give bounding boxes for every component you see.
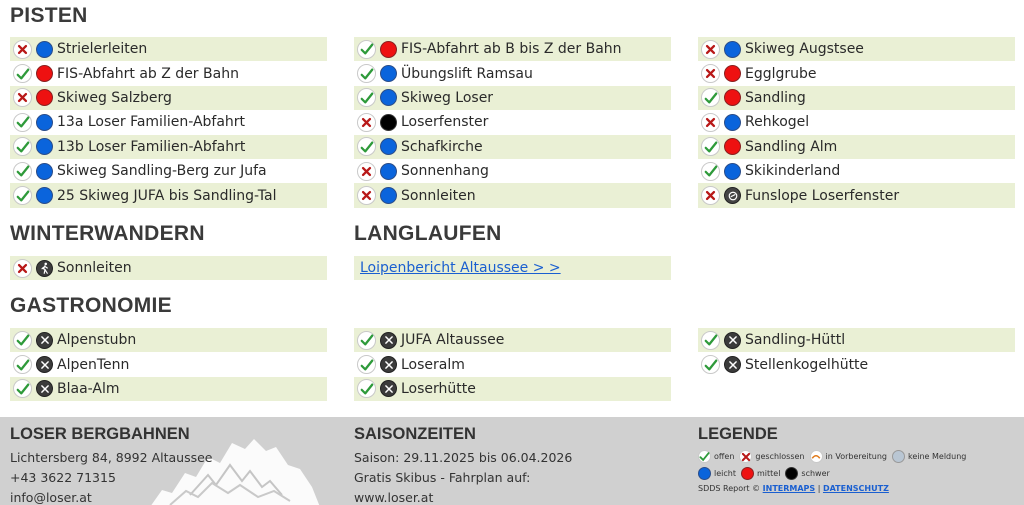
legend-open xyxy=(698,450,734,463)
piste-name: Loserfenster xyxy=(401,114,489,131)
legend-hard-label: schwer xyxy=(801,469,830,478)
legend-status-line xyxy=(698,448,971,465)
piste-row xyxy=(354,183,671,207)
datenschutz-link[interactable]: DATENSCHUTZ xyxy=(822,484,889,493)
piste-name: Egglgrube xyxy=(745,65,817,82)
hut-row xyxy=(698,352,1015,376)
easy-blue-dot-icon xyxy=(380,138,397,155)
loipenbericht-row xyxy=(354,256,671,280)
easy-blue-dot-icon xyxy=(380,187,397,204)
pisten-column-1 xyxy=(10,37,327,208)
open-check-icon xyxy=(357,137,376,156)
legend-closed xyxy=(739,450,804,463)
piste-name: Sonnleiten xyxy=(57,260,132,277)
hut-row xyxy=(698,328,1015,352)
piste-row xyxy=(354,86,671,110)
closed-x-icon xyxy=(357,186,376,205)
legend-easy-label: leicht xyxy=(714,469,736,478)
piste-row xyxy=(698,159,1015,183)
open-check-icon xyxy=(357,331,376,350)
open-check-icon xyxy=(357,379,376,398)
medium-dot-icon xyxy=(741,467,754,480)
open-check-icon xyxy=(13,379,32,398)
legend-open-label: offen xyxy=(714,452,735,461)
footer-company xyxy=(10,425,212,505)
gastronomie-column-3 xyxy=(698,328,1015,377)
easy-blue-dot-icon xyxy=(724,163,741,180)
hut-name: Sandling-Hüttl xyxy=(745,332,846,349)
piste-name: Funslope Loserfenster xyxy=(745,187,900,204)
in-preparation-icon xyxy=(810,450,823,463)
piste-row xyxy=(354,110,671,134)
legend-hard xyxy=(785,467,829,480)
sdds-separator: | xyxy=(817,484,821,493)
open-check-icon xyxy=(357,355,376,374)
piste-name: Skikinderland xyxy=(745,163,841,180)
legend-medium xyxy=(741,467,780,480)
hut-row xyxy=(354,377,671,401)
loipenbericht-link[interactable]: Loipenbericht Altaussee > > xyxy=(360,260,561,277)
restaurant-icon xyxy=(36,332,53,349)
gastronomie-column-2 xyxy=(354,328,671,401)
sdds-report xyxy=(698,484,971,493)
open-check-icon xyxy=(701,137,720,156)
piste-name: FIS-Abfahrt ab B bis Z der Bahn xyxy=(401,41,622,58)
easy-blue-dot-icon xyxy=(724,114,741,131)
piste-name: Strielerleiten xyxy=(57,41,148,58)
open-check-icon xyxy=(13,355,32,374)
easy-blue-dot-icon xyxy=(380,65,397,82)
piste-row xyxy=(354,159,671,183)
legend-difficulty-line xyxy=(698,465,971,482)
open-check-icon xyxy=(13,64,32,83)
footer-address: Lichtersberg 84, 8992 Altaussee xyxy=(10,450,213,465)
piste-name: Sandling xyxy=(745,89,806,106)
footer-company-title: LOSER BERGBAHNEN xyxy=(10,425,190,443)
gastronomie-column-1 xyxy=(10,328,327,401)
piste-row xyxy=(10,37,327,61)
easy-blue-dot-icon xyxy=(36,187,53,204)
hut-row xyxy=(10,352,327,376)
medium-red-dot-icon xyxy=(380,41,397,58)
piste-row xyxy=(698,135,1015,159)
footer xyxy=(0,417,1024,505)
legend-closed-label: geschlossen xyxy=(755,452,805,461)
piste-name: Schafkirche xyxy=(401,138,483,155)
open-check-icon xyxy=(357,64,376,83)
piste-name: 13a Loser Familien-Abfahrt xyxy=(57,114,246,131)
footer-skibus: Gratis Skibus - Fahrplan auf: xyxy=(354,470,531,485)
easy-blue-dot-icon xyxy=(36,114,53,131)
section-title-langlaufen: LANGLAUFEN xyxy=(354,222,502,245)
footer-email[interactable]: info@loser.at xyxy=(10,490,92,505)
piste-row xyxy=(10,135,327,159)
open-check-icon xyxy=(698,450,711,463)
open-check-icon xyxy=(701,162,720,181)
legend-prep-label: in Vorbereitung xyxy=(825,452,887,461)
closed-x-icon xyxy=(13,259,32,278)
legend-none-label: keine Meldung xyxy=(907,452,967,461)
piste-row xyxy=(354,61,671,85)
legend-medium-label: mittel xyxy=(756,469,781,478)
easy-dot-icon xyxy=(698,467,711,480)
piste-row xyxy=(698,183,1015,207)
piste-row xyxy=(698,110,1015,134)
piste-name: 13b Loser Familien-Abfahrt xyxy=(57,138,246,155)
piste-row xyxy=(698,86,1015,110)
funslope-icon xyxy=(724,187,741,204)
piste-row xyxy=(10,110,327,134)
no-report-icon xyxy=(892,450,905,463)
hut-row xyxy=(354,328,671,352)
legend-prep xyxy=(810,450,887,463)
closed-x-icon xyxy=(701,113,720,132)
hut-name: AlpenTenn xyxy=(57,356,130,373)
easy-blue-dot-icon xyxy=(36,41,53,58)
open-check-icon xyxy=(357,40,376,59)
closed-x-icon xyxy=(13,88,32,107)
hard-dot-icon xyxy=(785,467,798,480)
easy-blue-dot-icon xyxy=(36,138,53,155)
piste-name: FIS-Abfahrt ab Z der Bahn xyxy=(57,65,239,82)
hard-black-dot-icon xyxy=(380,114,397,131)
closed-x-icon xyxy=(701,186,720,205)
restaurant-icon xyxy=(36,356,53,373)
open-check-icon xyxy=(13,162,32,181)
piste-name: 25 Skiweg JUFA bis Sandling-Tal xyxy=(57,187,277,204)
open-check-icon xyxy=(13,113,32,132)
piste-name: Übungslift Ramsau xyxy=(401,65,533,82)
winterwandern-column xyxy=(10,256,327,280)
open-check-icon xyxy=(13,137,32,156)
hut-name: Stellenkogelhütte xyxy=(745,356,869,373)
footer-phone[interactable]: +43 3622 71315 xyxy=(10,470,116,485)
piste-row xyxy=(698,61,1015,85)
hut-name: Loseralm xyxy=(401,356,465,373)
open-check-icon xyxy=(701,88,720,107)
open-check-icon xyxy=(701,355,720,374)
legend-title: LEGENDE xyxy=(698,425,778,443)
legend-none xyxy=(892,450,966,463)
piste-row xyxy=(10,256,327,280)
intermaps-link[interactable]: INTERMAPS xyxy=(762,484,816,493)
closed-x-icon xyxy=(13,40,32,59)
piste-row xyxy=(354,135,671,159)
footer-season xyxy=(354,425,572,505)
pisten-column-3 xyxy=(698,37,1015,208)
closed-x-icon xyxy=(701,64,720,83)
hut-name: Blaa-Alm xyxy=(57,380,120,397)
pisten-column-2 xyxy=(354,37,671,208)
medium-red-dot-icon xyxy=(36,65,53,82)
piste-row xyxy=(354,37,671,61)
piste-name: Skiweg Sandling-Berg zur Jufa xyxy=(57,163,267,180)
piste-name: Sonnleiten xyxy=(401,187,476,204)
piste-row xyxy=(10,86,327,110)
easy-blue-dot-icon xyxy=(380,163,397,180)
closed-x-icon xyxy=(357,113,376,132)
piste-row xyxy=(10,159,327,183)
hut-row xyxy=(10,377,327,401)
hut-name: Alpenstubn xyxy=(57,332,137,349)
hut-name: JUFA Altaussee xyxy=(401,332,505,349)
restaurant-icon xyxy=(724,332,741,349)
restaurant-icon xyxy=(380,380,397,397)
medium-red-dot-icon xyxy=(724,65,741,82)
legend-easy xyxy=(698,467,736,480)
piste-name: Sandling Alm xyxy=(745,138,838,155)
piste-name: Sonnenhang xyxy=(401,163,489,180)
sdds-label: SDDS Report © xyxy=(698,484,761,493)
open-check-icon xyxy=(13,331,32,350)
piste-row xyxy=(10,183,327,207)
easy-blue-dot-icon xyxy=(724,41,741,58)
open-check-icon xyxy=(701,331,720,350)
section-title-winterwandern: WINTERWANDERN xyxy=(10,222,205,245)
restaurant-icon xyxy=(380,356,397,373)
medium-red-dot-icon xyxy=(36,89,53,106)
hiker-icon xyxy=(36,260,53,277)
piste-name: Skiweg Loser xyxy=(401,89,494,106)
restaurant-icon xyxy=(36,380,53,397)
hut-row xyxy=(10,328,327,352)
section-title-gastronomie: GASTRONOMIE xyxy=(10,294,172,317)
footer-legend xyxy=(698,425,971,493)
piste-name: Rehkogel xyxy=(745,114,810,131)
easy-blue-dot-icon xyxy=(380,89,397,106)
restaurant-icon xyxy=(724,356,741,373)
open-check-icon xyxy=(13,186,32,205)
closed-x-icon xyxy=(701,40,720,59)
piste-name: Skiweg Augstsee xyxy=(745,41,864,58)
footer-website[interactable]: www.loser.at xyxy=(354,490,434,505)
restaurant-icon xyxy=(380,332,397,349)
piste-name: Skiweg Salzberg xyxy=(57,89,172,106)
medium-red-dot-icon xyxy=(724,89,741,106)
footer-season-title: SAISONZEITEN xyxy=(354,425,476,443)
piste-row xyxy=(10,61,327,85)
section-title-pisten: PISTEN xyxy=(10,4,88,27)
langlaufen-column xyxy=(354,256,671,280)
medium-red-dot-icon xyxy=(724,138,741,155)
hut-row xyxy=(354,352,671,376)
open-check-icon xyxy=(357,88,376,107)
footer-season-dates: Saison: 29.11.2025 bis 06.04.2026 xyxy=(354,450,573,465)
piste-row xyxy=(698,37,1015,61)
easy-blue-dot-icon xyxy=(36,163,53,180)
closed-x-icon xyxy=(357,162,376,181)
hut-name: Loserhütte xyxy=(401,380,476,397)
closed-x-icon xyxy=(739,450,752,463)
